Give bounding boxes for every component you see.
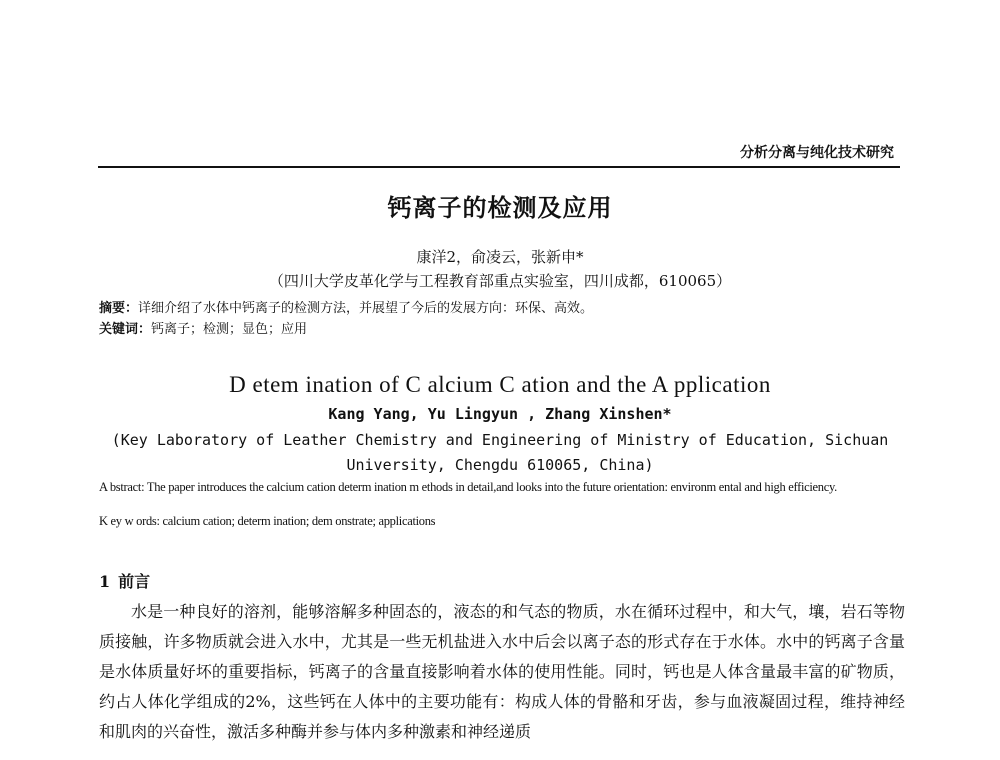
abstract-text-chinese: 详细介绍了水体中钙离子的检测方法，并展望了今后的发展方向：环保、高效。 — [138, 301, 594, 316]
authors-chinese: 康洋2，俞凌云，张新申* — [416, 248, 584, 266]
keywords-label-english: K ey w ords: — [99, 514, 160, 528]
abstract-label-english: A bstract: — [99, 480, 145, 494]
abstract-english — [99, 477, 879, 497]
title-english: D etem ination of C alcium C ation and the A pplication — [229, 372, 771, 397]
abstract-label-chinese: 摘要： — [99, 301, 139, 316]
keywords-text-english: calcium cation; determ ination; dem onstrate; applications — [159, 514, 436, 528]
abstract-text-english: The paper introduces the calcium cation determ ination m ethods in detail,and looks into the future orientation: environm ental and high efficiency. — [144, 480, 837, 494]
abstract-chinese — [99, 297, 593, 316]
keywords-chinese — [99, 318, 307, 337]
section-title: 前言 — [118, 572, 151, 591]
authors-english: Kang Yang, Yu Lingyun , Zhang Xinshen* — [328, 405, 672, 423]
keywords-text-chinese: 钙离子；检测；显色；应用 — [151, 322, 308, 337]
title-chinese: 钙离子的检测及应用 — [387, 193, 613, 222]
body-paragraph: 水是一种良好的溶剂，能够溶解多种固态的，液态的和气态的物质，水在循环过程中，和大气，壤，岩石等物质接触，许多物质就会进入水中，尤其是一些无机盐进入水中后会以离子态的形式存在于水体。水中的钙离子含量是水体质量好坏的重要指标，钙离子的含量直接影响着水体的使用性能。同时，钙也是人体含量最丰富的矿物质，约占人体化学组成的2%，这些钙在人体中的主要功能有：构成人体的骨骼和牙齿，参与血液凝固过程，维持神经和肌肉的兴奋性，激活多种酶并参与体内多种激素和神经递质 — [99, 602, 905, 741]
body-text — [99, 597, 905, 747]
section-heading — [99, 569, 158, 592]
running-header-text: 分析分离与纯化技术研究 — [740, 145, 894, 161]
keywords-english — [99, 514, 435, 529]
section-number: 1 — [99, 572, 111, 591]
running-header — [98, 140, 900, 168]
keywords-label-chinese: 关键词： — [99, 322, 152, 337]
affiliation-chinese: （四川大学皮革化学与工程教育部重点实验室，四川成都，610065） — [268, 272, 732, 290]
affiliation-english: (Key Laboratory of Leather Chemistry and Engineering of Ministry of Education, Sichuan University, Chengdu 610065, China) — [111, 431, 889, 474]
